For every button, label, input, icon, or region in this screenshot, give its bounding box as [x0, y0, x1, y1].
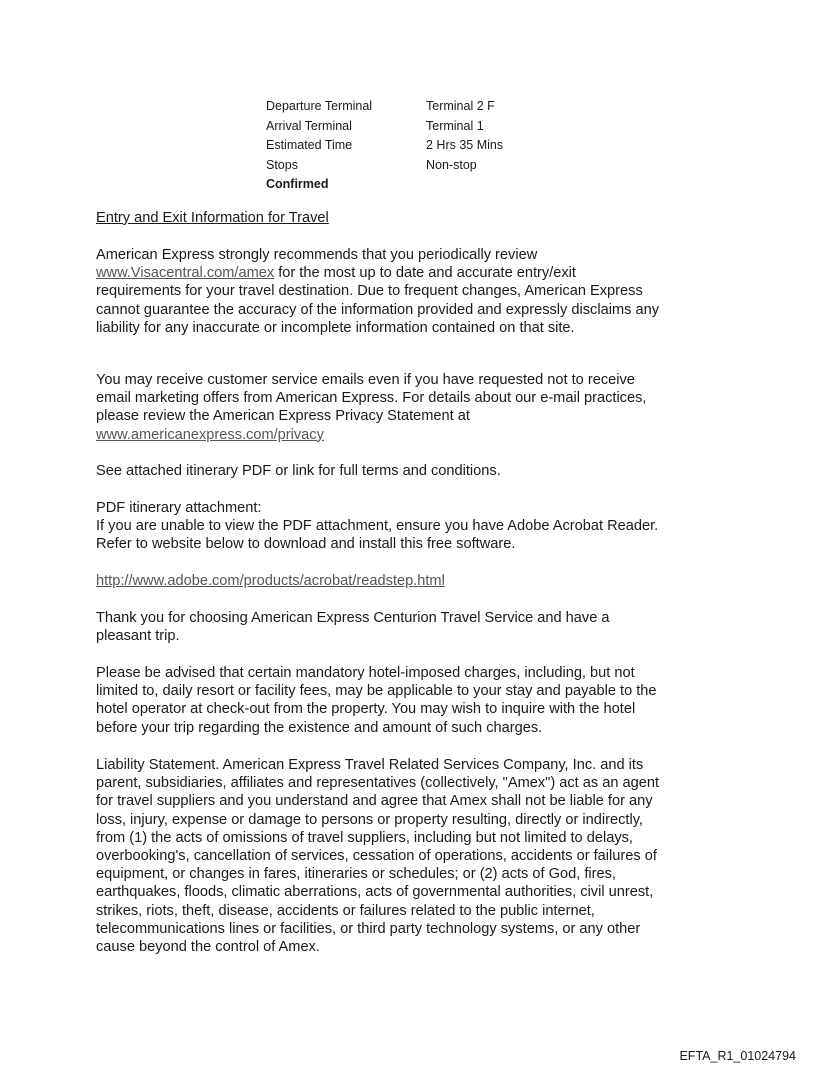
paragraph-line: parent, subsidiaries, affiliates and representatives (collectively, "Amex") act as an agent [96, 775, 660, 792]
flight-row-estimated-time [266, 136, 566, 156]
paragraph-line: If you are unable to view the PDF attachment, ensure you have Adobe Acrobat Reader. [96, 518, 659, 535]
paragraph-line: telecommunications lines or facilities, or third party technology systems, or any other [96, 920, 641, 937]
paragraph-line: cannot guarantee the accuracy of the information provided and expressly disclaims any [96, 301, 659, 318]
paragraph-line: limited to, daily resort or facility fees, may be applicable to your stay and payable to the [96, 683, 657, 700]
paragraph-line [96, 426, 736, 444]
paragraph-line: PDF itinerary attachment: [96, 500, 262, 516]
booking-status: Confirmed [266, 177, 329, 191]
flight-row-departure-terminal [266, 97, 566, 117]
paragraph-line: loss, injury, expense or damage to persons or property resulting, directly or indirectly, [96, 811, 643, 828]
paragraph-line: from (1) the acts of omissions of travel suppliers, including but not limited to delays, [96, 829, 633, 846]
flight-row-arrival-terminal [266, 117, 566, 137]
paragraph-line: email marketing offers from American Express. For details about our e-mail practices, [96, 390, 647, 407]
paragraph-line: Thank you for choosing American Express Centurion Travel Service and have a [96, 610, 610, 626]
thanks-paragraph [96, 609, 736, 645]
flight-row-stops [266, 156, 566, 176]
flight-value: Non-stop [426, 157, 477, 172]
entry-section-heading [96, 209, 736, 227]
adobe-link[interactable]: http://www.adobe.com/products/acrobat/readstep.html [96, 573, 445, 589]
paragraph-line: strikes, riots, theft, disease, accidents or failures related to the public internet, [96, 902, 595, 919]
terms-paragraph [96, 462, 736, 480]
flight-label: Arrival Terminal [266, 118, 352, 133]
paragraph-line: cause beyond the control of Amex. [96, 939, 320, 956]
liability-paragraph [96, 756, 736, 956]
entry-paragraph [96, 246, 736, 337]
paragraph-line: Liability Statement. American Express Travel Related Services Company, Inc. and its [96, 757, 644, 773]
flight-label: Estimated Time [266, 138, 353, 152]
privacy-paragraph [96, 371, 736, 444]
privacy-link[interactable]: www.americanexpress.com/privacy [96, 426, 324, 443]
hotel-charges-paragraph [96, 664, 736, 737]
flight-status-row [266, 175, 566, 195]
paragraph-line: See attached itinerary PDF or link for full terms and conditions. [96, 463, 501, 479]
flight-value: Terminal 2 F [426, 99, 495, 113]
paragraph-line-text: for the most up to date and accurate entry/exit [274, 265, 576, 282]
adobe-link-paragraph [96, 572, 736, 590]
paragraph-line: requirements for your travel destination. Due to frequent changes, American Express [96, 283, 643, 300]
paragraph-line: liability for any inaccurate or incomplete information contained on that site. [96, 319, 575, 336]
paragraph-line: overbooking's, cancellation of services, cessation of operations, accidents or failures of [96, 848, 657, 865]
paragraph-line [96, 572, 736, 590]
document-id: EFTA_R1_01024794 [679, 1049, 796, 1063]
paragraph-line: equipment, or changes in fares, itineraries or schedules; or (2) acts of God, fires, [96, 866, 616, 883]
paragraph-line: You may receive customer service emails even if you have requested not to receive [96, 372, 635, 388]
paragraph-line [96, 264, 736, 282]
paragraph-line: before your trip regarding the existence and amount of such charges. [96, 719, 543, 736]
section-heading: Entry and Exit Information for Travel [96, 210, 329, 226]
paragraph-line: hotel operator at check-out from the property. You may wish to inquire with the hotel [96, 701, 636, 718]
flight-label: Departure Terminal [266, 99, 373, 113]
paragraph-line: please review the American Express Privacy Statement at [96, 408, 470, 425]
pdf-paragraph [96, 499, 736, 554]
paragraph-line: Refer to website below to download and install this free software. [96, 536, 516, 553]
visacentral-link[interactable]: www.Visacentral.com/amex [96, 265, 275, 282]
paragraph-line: earthquakes, floods, climatic aberrations, acts of governmental authorities, civil unrest, [96, 884, 654, 901]
flight-value: 2 Hrs 35 Mins [426, 138, 504, 152]
paragraph-line: for travel suppliers and you understand and agree that Amex shall not be liable for any [96, 793, 653, 810]
flight-details [266, 97, 566, 195]
paragraph-line: Please be advised that certain mandatory hotel-imposed charges, including, but not [96, 665, 635, 681]
paragraph-line: pleasant trip. [96, 628, 180, 645]
flight-label: Stops [266, 157, 298, 172]
flight-value: Terminal 1 [426, 118, 484, 133]
paragraph-line: American Express strongly recommends that you periodically review [96, 247, 538, 263]
